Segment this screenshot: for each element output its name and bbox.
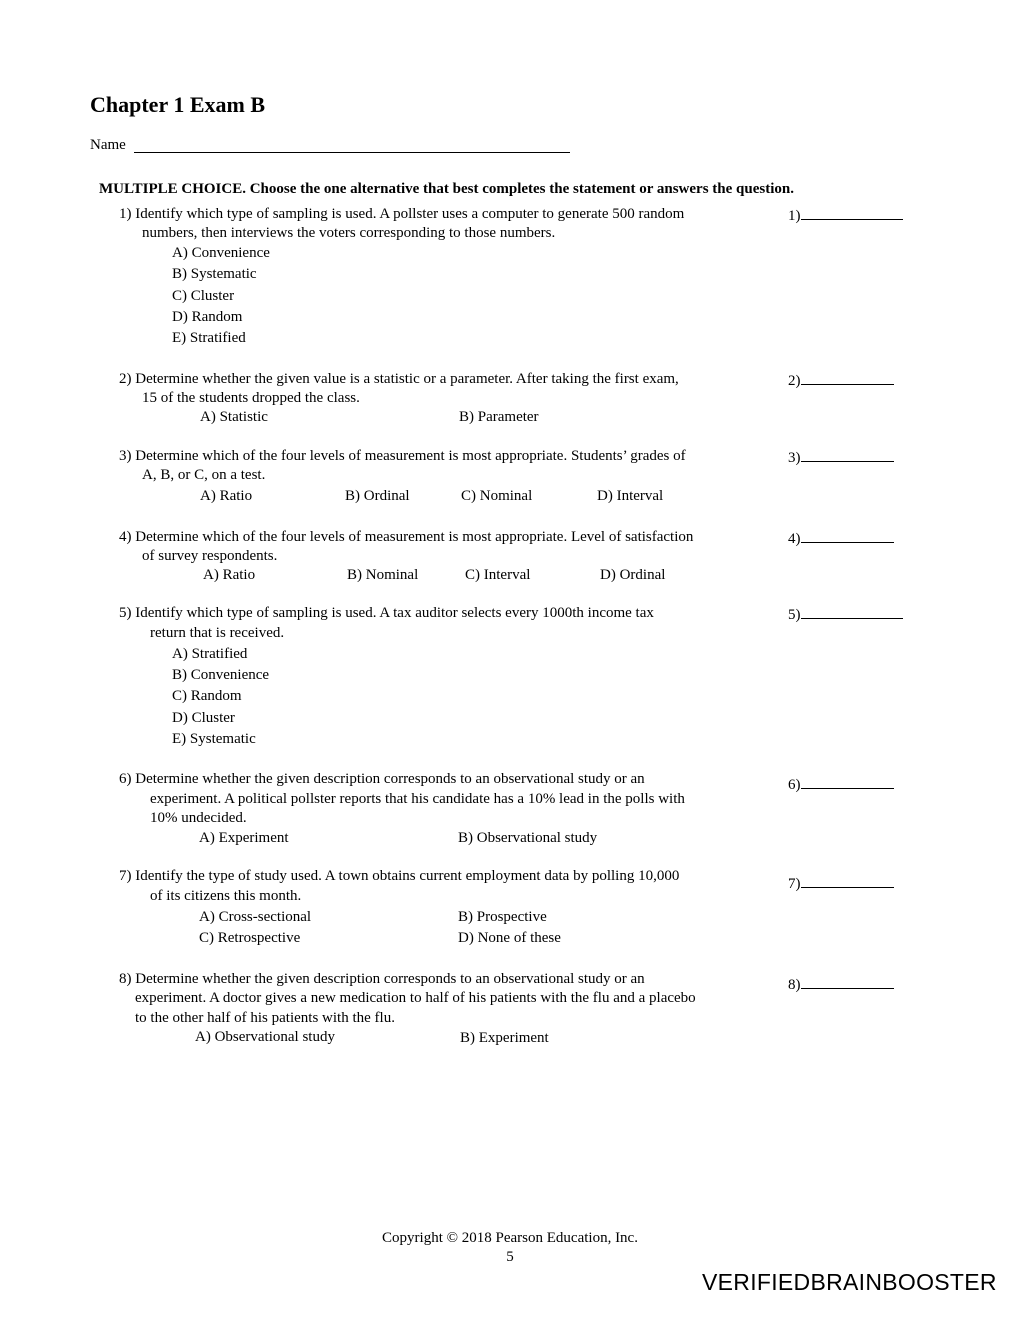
answer-blank-3[interactable] <box>788 447 894 468</box>
option: B) Nominal <box>347 567 419 583</box>
question-text-line: experiment. A doctor gives a new medication to half of his patients with the flu and a placebo <box>135 990 696 1006</box>
question-text-line: 15 of the students dropped the class. <box>142 390 360 406</box>
option: A) Convenience <box>172 245 270 261</box>
option: C) Random <box>172 688 242 704</box>
option: B) Ordinal <box>345 488 410 504</box>
question-text-line: of its citizens this month. <box>150 888 302 904</box>
option: D) Cluster <box>172 710 235 726</box>
option: A) Stratified <box>172 646 248 662</box>
answer-blank-5[interactable] <box>788 604 903 625</box>
answer-line <box>801 370 894 385</box>
question-text-line: numbers, then interviews the voters corresponding to those numbers. <box>142 225 556 241</box>
answer-label: 5) <box>788 607 801 623</box>
question-text-line: 7) Identify the type of study used. A town obtains current employment data by polling 10,000 <box>119 868 680 884</box>
option: B) Systematic <box>172 266 257 282</box>
option: C) Nominal <box>461 488 533 504</box>
option: A) Ratio <box>200 488 253 504</box>
answer-blank-7[interactable] <box>788 873 894 894</box>
option: B) Experiment <box>460 1030 549 1046</box>
option: A) Experiment <box>199 830 289 846</box>
answer-line <box>801 205 903 220</box>
answer-label: 2) <box>788 373 801 389</box>
option: C) Retrospective <box>199 930 301 946</box>
name-label: Name <box>90 137 126 153</box>
page-title: Chapter 1 Exam B <box>90 92 265 117</box>
question-text-line: 10% undecided. <box>150 810 247 826</box>
question-text-line: experiment. A political pollster reports that his candidate has a 10% lead in the polls with <box>150 791 685 807</box>
option: E) Systematic <box>172 731 256 747</box>
answer-label: 4) <box>788 531 801 547</box>
page-number: 5 <box>506 1249 514 1265</box>
question-text-line: 2) Determine whether the given value is a statistic or a parameter. After taking the first exam, <box>119 371 679 387</box>
answer-line <box>801 774 894 789</box>
answer-blank-8[interactable] <box>788 974 894 995</box>
question-text-line: 1) Identify which type of sampling is used. A pollster uses a computer to generate 500 random <box>119 206 685 222</box>
option: B) Convenience <box>172 667 270 683</box>
question-text-line: return that is received. <box>150 625 285 641</box>
option: D) None of these <box>458 930 561 946</box>
answer-blank-4[interactable] <box>788 528 894 549</box>
option: C) Cluster <box>172 288 235 304</box>
question-text-line: of survey respondents. <box>142 548 278 564</box>
option: C) Interval <box>465 567 531 583</box>
question-text-line: 4) Determine which of the four levels of measurement is most appropriate. Level of satisfaction <box>119 529 694 545</box>
option: E) Stratified <box>172 330 246 346</box>
answer-label: 1) <box>788 208 801 224</box>
question-text-line: 3) Determine which of the four levels of measurement is most appropriate. Students’ grades of <box>119 448 686 464</box>
option: A) Statistic <box>200 409 268 425</box>
question-text-line: to the other half of his patients with the flu. <box>135 1010 395 1026</box>
name-field-line[interactable] <box>134 152 570 153</box>
option: A) Observational study <box>195 1029 335 1045</box>
instructions: MULTIPLE CHOICE. Choose the one alternative that best completes the statement or answers the question. <box>99 181 794 197</box>
answer-label: 7) <box>788 876 801 892</box>
option: D) Random <box>172 309 243 325</box>
option: A) Ratio <box>203 567 256 583</box>
answer-line <box>801 528 894 543</box>
option: A) Cross-sectional <box>199 909 312 925</box>
question-text-line: 5) Identify which type of sampling is used. A tax auditor selects every 1000th income tax <box>119 605 654 621</box>
copyright-notice: Copyright © 2018 Pearson Education, Inc. <box>382 1230 638 1246</box>
option: B) Observational study <box>458 830 598 846</box>
answer-line <box>801 447 894 462</box>
answer-label: 3) <box>788 450 801 466</box>
option: B) Prospective <box>458 909 547 925</box>
option: D) Interval <box>597 488 664 504</box>
question-text-line: 8) Determine whether the given description corresponds to an observational study or an <box>119 971 645 987</box>
option: B) Parameter <box>459 409 539 425</box>
answer-line <box>801 873 894 888</box>
answer-line <box>801 604 903 619</box>
answer-blank-6[interactable] <box>788 774 894 795</box>
question-text-line: A, B, or C, on a test. <box>142 467 266 483</box>
answer-label: 6) <box>788 777 801 793</box>
watermark-text: VERIFIEDBRAINBOOSTER <box>702 1269 997 1295</box>
answer-line <box>801 974 894 989</box>
question-text-line: 6) Determine whether the given description corresponds to an observational study or an <box>119 771 645 787</box>
option: D) Ordinal <box>600 567 666 583</box>
answer-label: 8) <box>788 977 801 993</box>
answer-blank-1[interactable] <box>788 205 903 226</box>
answer-blank-2[interactable] <box>788 370 894 391</box>
